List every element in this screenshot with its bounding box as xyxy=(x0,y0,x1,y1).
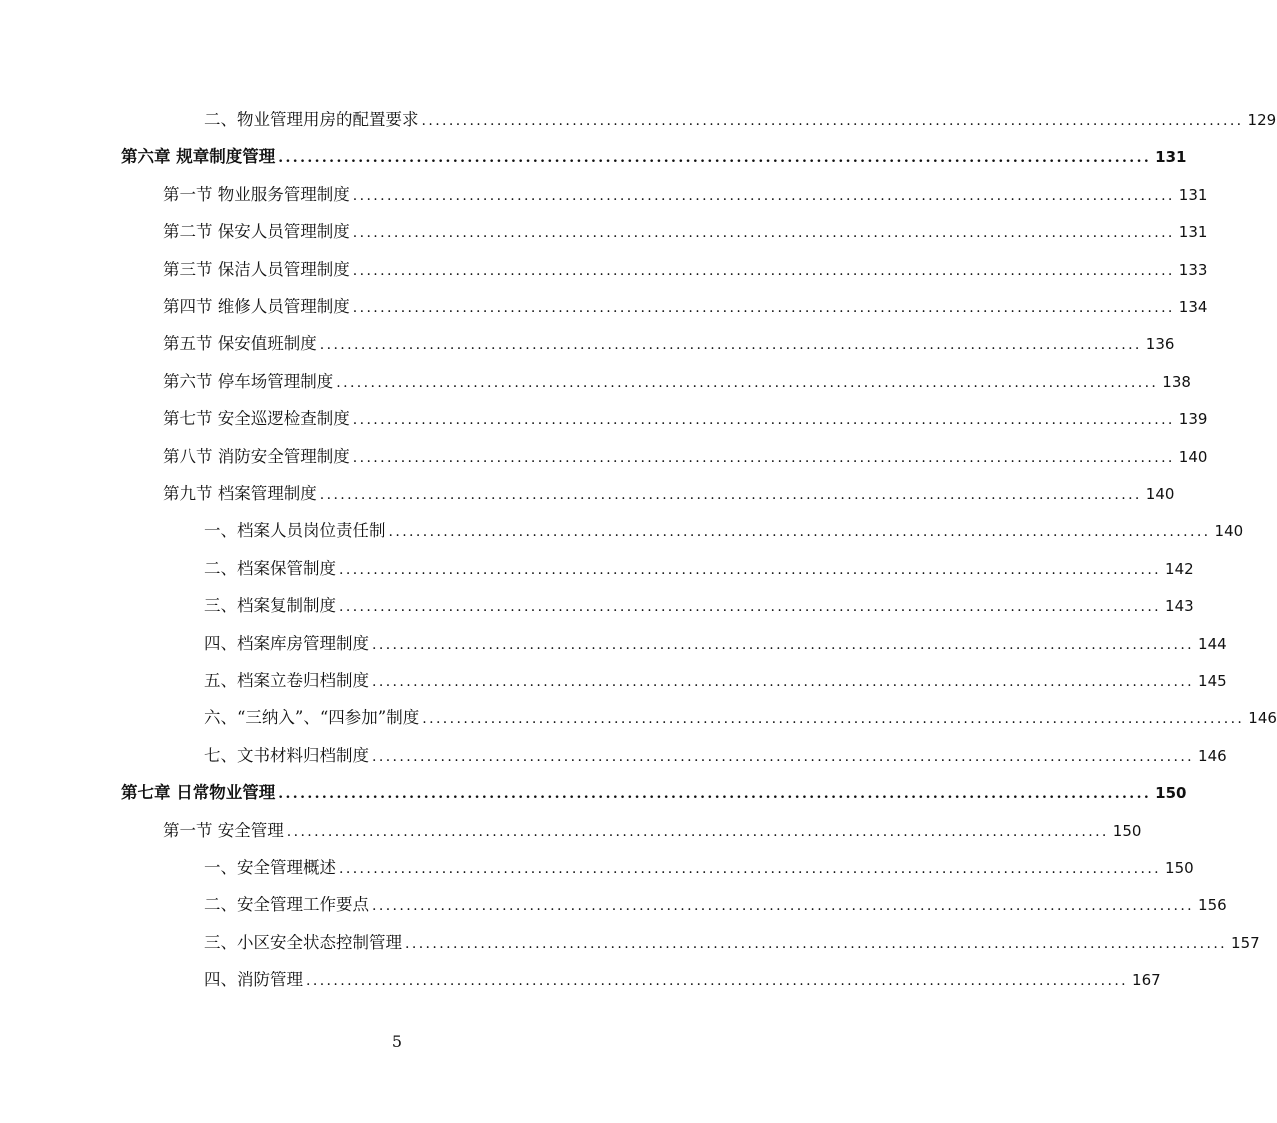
toc-entry-title: 二、档案保管制度 xyxy=(204,558,336,578)
toc-dot-leader: ........................................................................................................................ xyxy=(339,561,1162,578)
toc-entry-page: 143 xyxy=(1165,597,1194,616)
toc-dot-leader: ........................................................................................................................ xyxy=(339,599,1162,616)
toc-dot-leader: ........................................................................................................................ xyxy=(372,636,1195,653)
toc-subsection-entry[interactable] xyxy=(204,707,1277,730)
toc-section-entry[interactable] xyxy=(163,333,1175,356)
toc-subsection-entry[interactable] xyxy=(204,932,1260,955)
toc-section-entry[interactable] xyxy=(163,408,1208,431)
toc-entry-page: 167 xyxy=(1132,971,1161,990)
page-number: 5 xyxy=(391,1032,403,1051)
toc-dot-leader: ........................................................................................................................ xyxy=(319,487,1142,503)
toc-section-entry[interactable] xyxy=(163,184,1208,207)
toc-entry-title: 五、档案立卷归档制度 xyxy=(204,671,369,690)
toc-entry-page: 150 xyxy=(1112,821,1142,840)
toc-entry-title: 第九节 档案管理制度 xyxy=(163,484,317,503)
toc-entry-title: 第四节 维修人员管理制度 xyxy=(163,297,350,316)
toc-dot-leader: ........................................................................................................................ xyxy=(352,300,1175,316)
toc-section-entry[interactable] xyxy=(163,820,1142,843)
toc-dot-leader: ........................................................................................................................ xyxy=(352,262,1175,279)
toc-dot-leader: ........................................................................................................................ xyxy=(336,374,1159,391)
toc-entry-title: 四、消防管理 xyxy=(204,970,303,990)
toc-subsection-entry[interactable] xyxy=(204,595,1194,618)
toc-dot-leader: ........................................................................................................................ xyxy=(352,225,1175,242)
toc-entry-title: 一、安全管理概述 xyxy=(204,858,336,877)
toc-dot-leader: ........................................................................................................................ xyxy=(286,823,1109,840)
toc-entry-title: 三、档案复制制度 xyxy=(204,596,336,616)
toc-entry-page: 133 xyxy=(1178,260,1208,279)
toc-entry-title: 第二节 保安人员管理制度 xyxy=(163,222,350,242)
toc-dot-leader: ........................................................................................................................ xyxy=(352,449,1175,466)
toc-dot-leader: ........................................................................................................................ xyxy=(405,935,1228,952)
toc-entry-title: 第六节 停车场管理制度 xyxy=(163,371,334,391)
toc-entry-title: 三、小区安全状态控制管理 xyxy=(204,932,402,952)
toc-dot-leader: ........................................................................................................................ xyxy=(306,973,1129,990)
toc-entry-title: 第七章 日常物业管理 xyxy=(121,783,276,803)
toc-entry-title: 第八节 消防安全管理制度 xyxy=(163,446,350,466)
toc-entry-page: 129 xyxy=(1247,111,1277,129)
toc-entry-page: 150 xyxy=(1155,784,1187,803)
toc-entry-page: 140 xyxy=(1178,447,1208,466)
toc-entry-page: 131 xyxy=(1155,148,1187,167)
toc-entry-page: 140 xyxy=(1145,485,1175,503)
toc-entry-title: 四、档案库房管理制度 xyxy=(204,633,369,653)
toc-subsection-entry[interactable] xyxy=(204,745,1227,768)
toc-dot-leader: ........................................................................................................................ xyxy=(372,674,1195,690)
toc-subsection-entry[interactable] xyxy=(204,109,1277,132)
toc-entry-page: 139 xyxy=(1178,410,1208,429)
toc-entry-title: 二、物业管理用房的配置要求 xyxy=(204,110,419,129)
toc-chapter-entry[interactable] xyxy=(121,782,1187,805)
toc-dot-leader: ........................................................................................................................ xyxy=(422,711,1245,728)
toc-section-entry[interactable] xyxy=(163,371,1191,394)
toc-dot-leader: ........................................................................................................................ xyxy=(339,861,1162,877)
toc-section-entry[interactable] xyxy=(163,446,1208,469)
toc-section-entry[interactable] xyxy=(163,221,1208,244)
toc-entry-page: 138 xyxy=(1162,372,1191,391)
toc-dot-leader: ........................................................................................................................ xyxy=(372,898,1195,915)
toc-entry-page: 140 xyxy=(1214,522,1244,541)
toc-entry-page: 142 xyxy=(1165,559,1194,578)
toc-dot-leader: ........................................................................................................................ xyxy=(278,150,1152,167)
toc-dot-leader: ........................................................................................................................ xyxy=(352,187,1175,204)
toc-entry-title: 第一节 物业服务管理制度 xyxy=(163,184,350,204)
toc-entry-page: 150 xyxy=(1165,859,1194,877)
toc-section-entry[interactable] xyxy=(163,483,1175,506)
toc-dot-leader: ........................................................................................................................ xyxy=(372,748,1195,765)
toc-dot-leader: ........................................................................................................................ xyxy=(388,524,1211,541)
toc-entry-title: 第五节 保安值班制度 xyxy=(163,334,317,354)
toc-entry-page: 134 xyxy=(1178,298,1208,316)
toc-dot-leader: ........................................................................................................................ xyxy=(319,337,1142,354)
toc-entry-page: 157 xyxy=(1231,933,1260,952)
toc-entry-page: 156 xyxy=(1198,896,1227,915)
toc-entry-title: 第七节 安全巡逻检查制度 xyxy=(163,409,350,429)
toc-dot-leader: ........................................................................................................................ xyxy=(421,113,1244,129)
toc-subsection-entry[interactable] xyxy=(204,520,1244,543)
toc-subsection-entry[interactable] xyxy=(204,857,1194,880)
toc-entry-page: 131 xyxy=(1178,223,1208,242)
toc-section-entry[interactable] xyxy=(163,259,1208,282)
toc-dot-leader: ........................................................................................................................ xyxy=(352,412,1175,429)
toc-entry-page: 131 xyxy=(1178,185,1208,204)
toc-entry-title: 一、档案人员岗位责任制 xyxy=(204,521,386,541)
toc-subsection-entry[interactable] xyxy=(204,894,1227,917)
toc-entry-page: 146 xyxy=(1198,746,1227,765)
toc-entry-page: 144 xyxy=(1198,634,1227,653)
toc-dot-leader: ........................................................................................................................ xyxy=(278,786,1152,803)
toc-entry-page: 145 xyxy=(1198,672,1227,690)
toc-entry-title: 七、文书材料归档制度 xyxy=(204,745,369,765)
toc-section-entry[interactable] xyxy=(163,296,1208,319)
toc-subsection-entry[interactable] xyxy=(204,633,1227,656)
toc-entry-title: 二、安全管理工作要点 xyxy=(204,895,369,915)
toc-entry-title: 第一节 安全管理 xyxy=(163,820,284,840)
toc-entry-page: 136 xyxy=(1145,335,1175,354)
toc-entry-title: 六、“三纳入”、“四参加”制度 xyxy=(204,708,420,728)
toc-entry-title: 第六章 规章制度管理 xyxy=(121,147,276,167)
toc-chapter-entry[interactable] xyxy=(121,146,1187,169)
toc-subsection-entry[interactable] xyxy=(204,670,1227,693)
toc-entry-title: 第三节 保洁人员管理制度 xyxy=(163,259,350,279)
toc-entry-page: 146 xyxy=(1248,709,1277,728)
toc-subsection-entry[interactable] xyxy=(204,969,1161,992)
toc-subsection-entry[interactable] xyxy=(204,558,1194,581)
